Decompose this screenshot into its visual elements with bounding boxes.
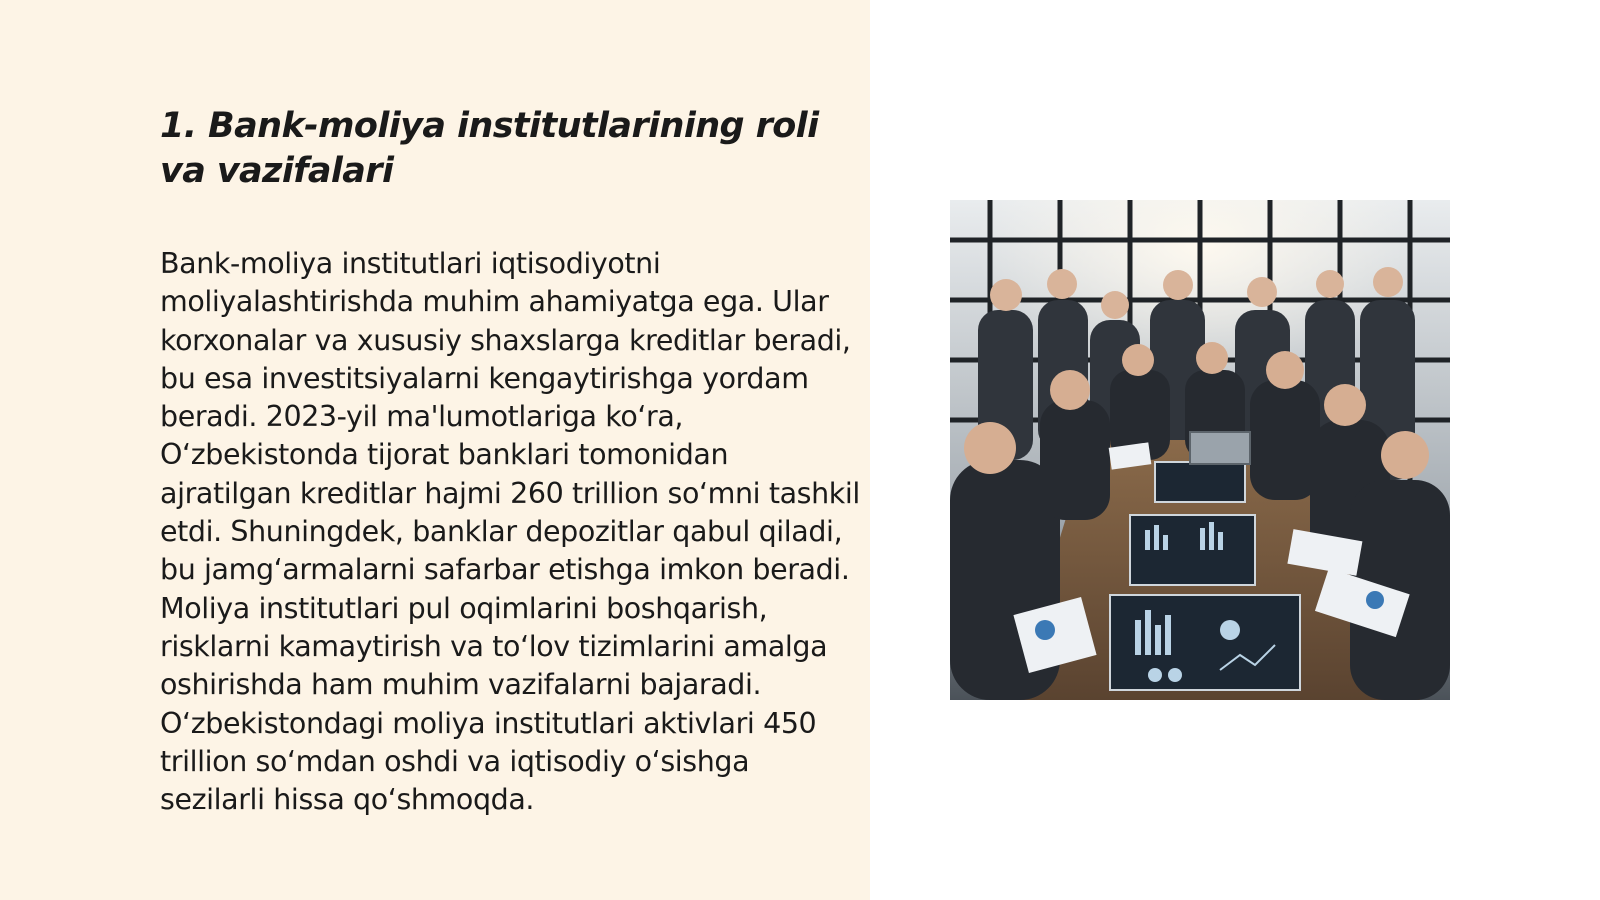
slide-body-text: Bank-moliya institutlari iqtisodiyotni moliyalashtirishda muhim ahamiyatga ega. Ular korxonalar va xususiy shaxslarga kreditlar beradi, bu esa investitsiyalarni kengaytirishga yordam beradi. 2023-yil ma'lumotlariga ko‘ra, O‘zbekistonda tijorat banklari tomonidan ajratilgan kreditlar hajmi 260 trillion so‘mni tashkil etdi. Shuningdek, banklar depozitlar qabul qiladi, bu jamg‘armalarni safarbar etishga imkon beradi. Moliya institutlari pul oqimlarini boshqarish, risklarni kamaytirish va to‘lov tizimlarini amalga oshirishda ham muhim vazifalarni bajaradi. O‘zbekistondagi moliya institutlari aktivlari 450 trillion so‘mdan oshdi va iqtisodiy o‘sishga sezilarli hissa qo‘shmoqda. [160, 247, 860, 817]
business-meeting-photo [950, 200, 1450, 700]
slide-title: 1. Bank-moliya institutlarining roli va vazifalari [160, 106, 819, 191]
